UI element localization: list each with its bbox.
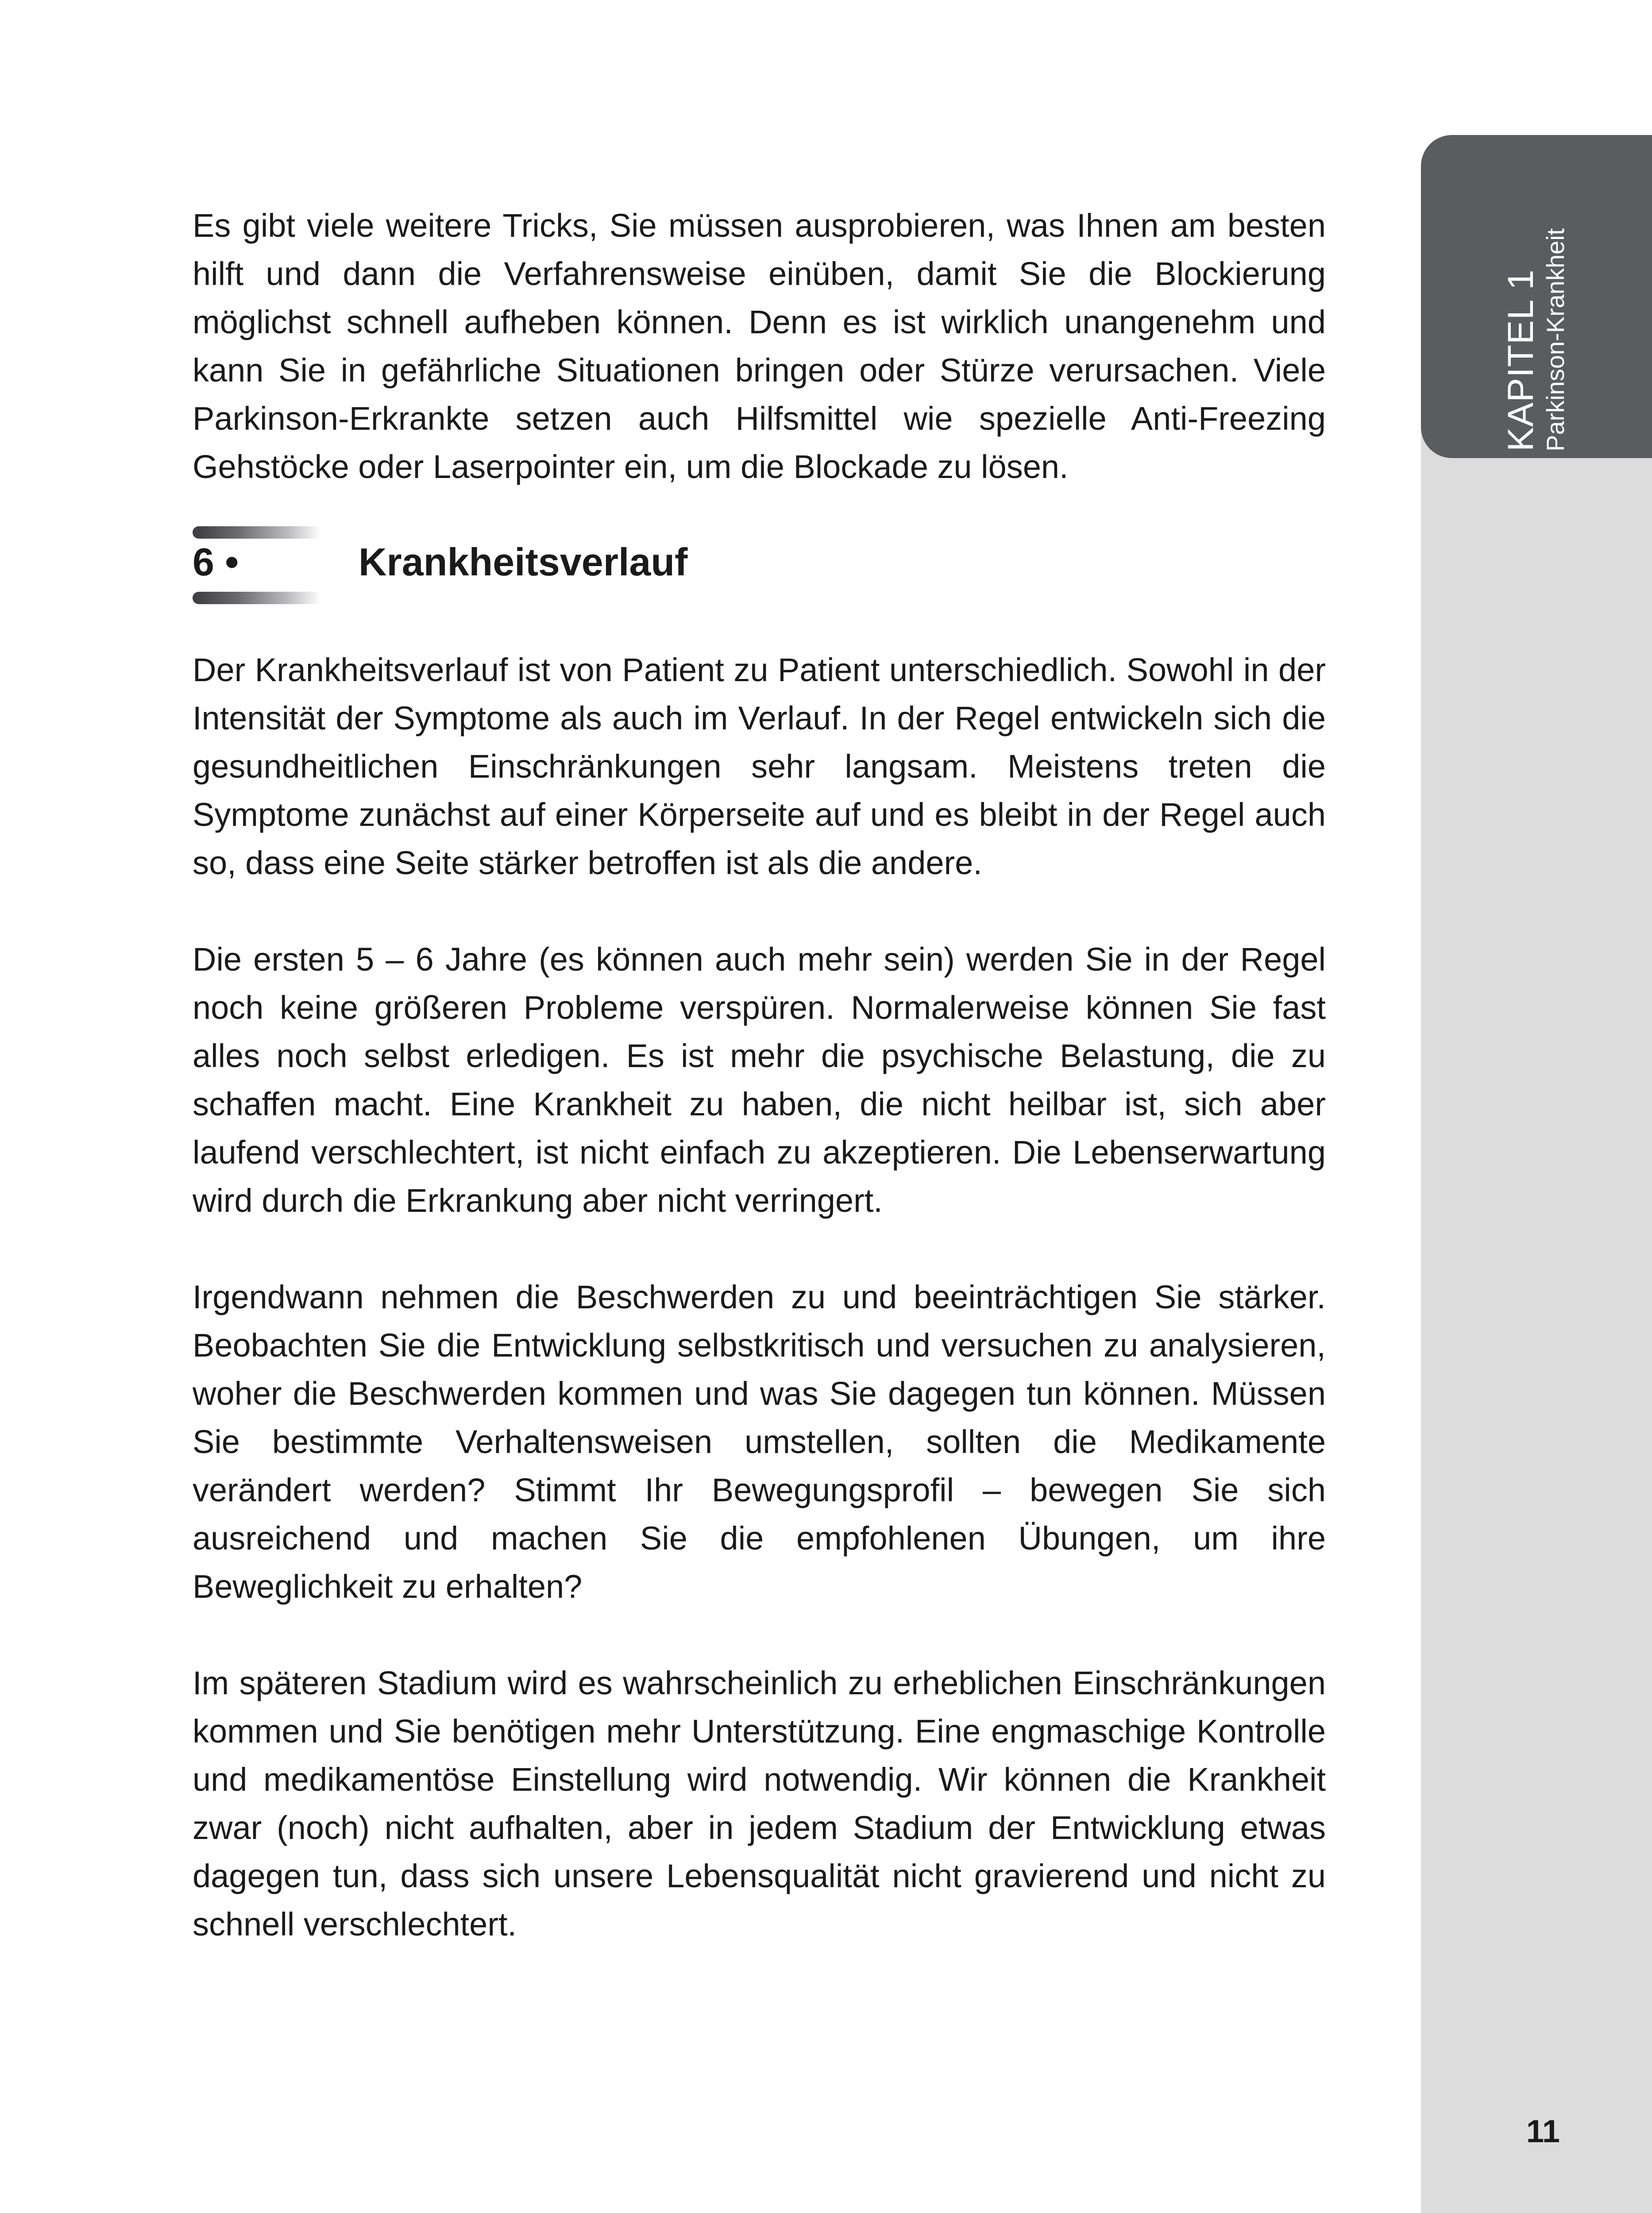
chapter-topic: Parkinson-Krankheit [1541, 228, 1570, 451]
page-number: 11 [1526, 2114, 1560, 2149]
section-paragraph: Der Krankheitsverlauf ist von Patient zu Patient unterschiedlich. Sowohl in der Intensität der Symptome als auch im Verlauf. In der Regel entwickeln sich die gesundheitlichen Einschränkungen sehr langsam. Meistens treten die Symptome zunächst auf einer Körperseite auf und es bleibt in der Regel auch so, dass eine Seite stärker betroffen ist als die andere. [193, 652, 1326, 881]
section-number: 6 • [193, 540, 239, 584]
section-paragraph: Irgendwann nehmen die Beschwerden zu und beeinträchtigen Sie stärker. Beobachten Sie die Entwicklung selbstkritisch und versuchen zu analysieren, woher die Beschwerden kommen und was Sie dagegen tun können. Müssen Sie bestimmte Verhaltensweisen umstellen, sollten die Medikamente verändert werden? Stimmt Ihr Bewegungsprofil – bewegen Sie sich ausreichend und machen Sie die empfohlenen Übungen, um ihre Beweglichkeit zu erhalten? [193, 1279, 1326, 1605]
chapter-label: KAPITEL 1 [1500, 269, 1541, 451]
section-paragraph: Die ersten 5 – 6 Jahre (es können auch mehr sein) werden Sie in der Regel noch keine größeren Probleme verspüren. Normalerweise können Sie fast alles noch selbst erledigen. Es ist mehr die psychische Belastung, die zu schaffen macht. Eine Krankheit zu haben, die nicht heilbar ist, sich aber laufend verschlechtert, ist nicht einfach zu akzeptieren. Die Lebenserwartung wird durch die Erkrankung aber nicht verringert. [193, 941, 1326, 1219]
chapter-tab-label-group [1502, 142, 1571, 451]
chapter-tab [1421, 135, 1652, 458]
heading-decoration-bar-bottom [193, 592, 321, 604]
section-paragraph: Im späteren Stadium wird es wahrscheinlich zu erheblichen Einschränkungen kommen und Sie benötigen mehr Unterstützung. Eine engmaschige Kontrolle und medikamentöse Einstellung wird notwendig. Wir können die Krankheit zwar (noch) nicht aufhalten, aber in jedem Stadium der Entwicklung etwas dagegen tun, dass sich unsere Lebensqualität nicht gravierend und nicht zu schnell verschlechtert. [193, 1665, 1326, 1943]
intro-paragraph: Es gibt viele weitere Tricks, Sie müssen ausprobieren, was Ihnen am besten hilft und dann die Verfahrensweise einüben, damit Sie die Blockierung möglichst schnell aufheben können. Denn es ist wirklich unangenehm und kann Sie in gefährliche Situationen bringen oder Stürze verursachen. Viele Parkinson-Erkrankte setzen auch Hilfsmittel wie spezielle Anti-Freezing Gehstöcke oder Laserpointer ein, um die Blockade zu lösen. [193, 207, 1326, 485]
section-heading [193, 521, 1326, 609]
section-title: Krankheitsverlauf [359, 540, 688, 584]
heading-decoration-bar-top [193, 526, 321, 539]
page-content [193, 201, 1326, 1948]
